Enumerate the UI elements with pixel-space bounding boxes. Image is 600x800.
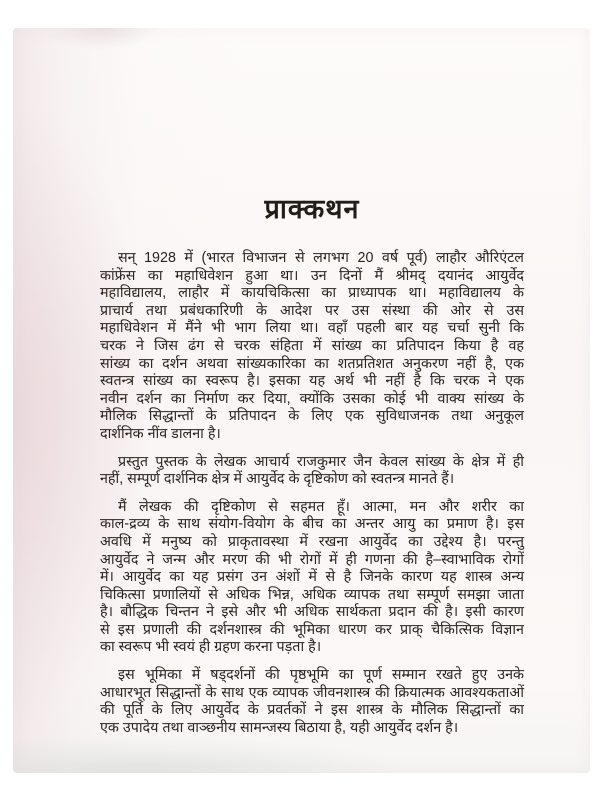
text-line: आधारभूत सिद्धान्तों के साथ एक व्यापक जीवनशास्त्र की क्रियात्मक आवश्यकताओं: [100, 684, 524, 701]
text-line: प्रस्तुत पुस्तक के लेखक आचार्य राजकुमार जैन केवल सांख्य के क्षेत्र में ही: [118, 453, 524, 470]
text-line: सांख्य का दर्शन अथवा सांख्यकारिका का शतप्रतिशत अनुकरण नहीं है, एक: [100, 355, 524, 372]
text-line: नहीं, सम्पूर्ण दार्शनिक क्षेत्र में आयुर्वेद के दृष्टिकोण को स्वतन्त्र मानते हैं।: [100, 471, 455, 488]
text-line: मौलिक सिद्धान्तों के प्रतिपादन के लिए एक सुविधाजनक तथा अनुकूल: [100, 408, 524, 425]
page-title: प्राक्कथन: [264, 194, 360, 224]
paragraph-2: [100, 454, 524, 489]
text-line: का स्वरूप भी स्वयं ही ग्रहण करना पड़ता है।: [100, 639, 322, 656]
text-line: दार्शनिक नींव डालना है।: [100, 425, 221, 442]
text-line: आयुर्वेद ने जन्म और मरण की भी रोगों में ही गणना की है–स्वाभाविक रोगों: [100, 551, 524, 568]
text-line: अवधि में मनुष्य को प्राकृतावस्था में रखना आयुर्वेद का उद्देश्य है। परन्तु: [100, 533, 524, 550]
text-line: स्वतन्त्र सांख्य का स्वरूप है। इसका यह अर्थ भी नहीं है कि चरक ने एक: [100, 373, 524, 390]
book-page: [13, 28, 590, 773]
text-line: चिकित्सा प्रणालियों से अधिक भिन्न, अधिक व्यापक तथा सम्पूर्ण समझा जाता: [100, 586, 524, 603]
paragraph-1: [100, 250, 524, 444]
text-line: महाधिवेशन में मैंने भी भाग लिया था। वहाँ पहली बार यह चर्चा सुनी कि: [100, 320, 524, 337]
paragraph-3: [100, 499, 524, 657]
text-line: कांफ्रेंस का महाधिवेशन हुआ था। उन दिनों मैं श्रीमद् दयानंद आयुर्वेद: [100, 267, 524, 284]
text-line: महाविद्यालय, लाहौर में कायचिकित्सा का प्राध्यापक था। महाविद्यालय के: [100, 285, 524, 302]
text-line: से इस प्रणाली की दर्शनशास्त्र की भूमिका धारण कर प्राक् चैकित्सिक विज्ञान: [100, 621, 524, 638]
text-line: काल-द्रव्य के साथ संयोग-वियोग के बीच का अन्तर आयु का प्रमाण है। इस: [100, 516, 524, 533]
text-line: है। बौद्धिक चिन्तन ने इसे और भी अधिक सार्थकता प्रदान की है। इसी कारण: [100, 604, 524, 621]
text-line: चरक ने जिस ढंग से चरक संहिता में सांख्य का प्रतिपादन किया है वह: [100, 337, 524, 354]
paragraph-4: [100, 667, 524, 737]
text-line: सन् 1928 में (भारत विभाजन से लगभग 20 वर्ष पूर्व) लाहौर औरिएंटल: [118, 250, 524, 266]
text-line: की पूर्ति के लिए आयुर्वेद के प्रवर्तकों ने इस शास्त्र के मौलिक सिद्धान्तों का: [100, 702, 524, 719]
page-text-block: [100, 192, 524, 737]
text-line: प्राचार्य तथा प्रबंधकारिणी के आदेश पर उस संस्था की ओर से उस: [100, 302, 524, 319]
text-line: नवीन दर्शन का निर्माण कर दिया, क्योंकि उसका कोई भी वाक्य सांख्य के: [100, 390, 524, 407]
text-line: एक उपादेय तथा वाञ्छनीय सामन्जस्य बिठाया है, यही आयुर्वेद दर्शन है।: [100, 719, 459, 736]
text-line: इस भूमिका में षड्दर्शनों की पृष्ठभूमि का पूर्ण सम्मान रखते हुए उनके: [118, 667, 524, 684]
text-line: में। आयुर्वेद का यह प्रसंग उन अंशों में से है जिनके कारण यह शास्त्र अन्य: [100, 569, 524, 586]
text-line: मैं लेखक की दृष्टिकोण से सहमत हूँ। आत्मा, मन और शरीर का: [118, 498, 524, 515]
